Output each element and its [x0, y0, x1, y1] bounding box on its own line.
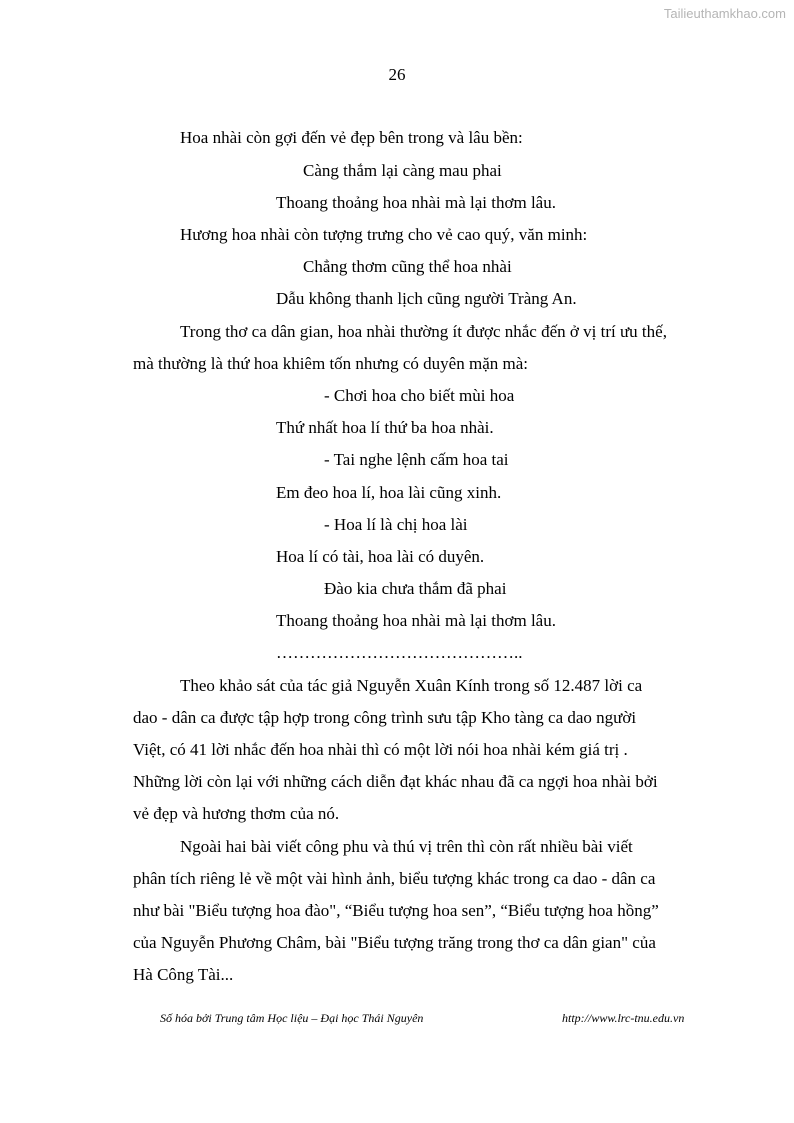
body-line: Trong thơ ca dân gian, hoa nhài thường ít được nhắc đến ở vị trí ưu thế, [180, 322, 667, 341]
body-line: vẻ đẹp và hương thơm của nó. [133, 804, 340, 823]
verse-line: Càng thắm lại càng mau phai [303, 161, 502, 180]
verse-line: - Chơi hoa cho biết mùi hoa [324, 386, 515, 405]
footer-url: http://www.lrc-tnu.edu.vn [562, 1011, 685, 1025]
body-line: như bài "Biểu tượng hoa đào", “Biểu tượng hoa sen”, “Biểu tượng hoa hồng” [133, 901, 659, 920]
body-line: phân tích riêng lẻ về một vài hình ảnh, biểu tượng khác trong ca dao - dân ca [133, 869, 656, 888]
verse-line: Thoang thoảng hoa nhài mà lại thơm lâu. [276, 193, 556, 212]
body-line: Ngoài hai bài viết công phu và thú vị trên thì còn rất nhiều bài viết [180, 837, 633, 856]
body-line: Những lời còn lại với những cách diễn đạt khác nhau đã ca ngợi hoa nhài bởi [133, 772, 658, 791]
footer-source: Số hóa bởi Trung tâm Học liệu – Đại học Thái Nguyên [160, 1011, 424, 1025]
verse-line: Thoang thoảng hoa nhài mà lại thơm lâu. [276, 611, 556, 630]
verse-line: Chẳng thơm cũng thể hoa nhài [303, 257, 512, 276]
body-line: của Nguyễn Phương Châm, bài "Biểu tượng trăng trong thơ ca dân gian" của [133, 933, 656, 952]
verse-line: Hoa lí có tài, hoa lài có duyên. [276, 547, 485, 566]
body-line: dao - dân ca được tập hợp trong công trình sưu tập Kho tàng ca dao người [133, 708, 637, 727]
verse-line: Đào kia chưa thắm đã phai [324, 579, 507, 598]
verse-line: - Tai nghe lệnh cấm hoa tai [324, 450, 509, 469]
verse-line: Thứ nhất hoa lí thứ ba hoa nhài. [276, 418, 494, 437]
page-number: 26 [388, 65, 406, 84]
verse-line: Dẫu không thanh lịch cũng người Tràng An. [276, 289, 577, 308]
body-line: Hà Công Tài... [133, 965, 234, 984]
body-line: mà thường là thứ hoa khiêm tốn nhưng có duyên mặn mà: [133, 354, 528, 373]
ellipsis-line: …………………………………….. [276, 643, 523, 662]
body-line: Theo khảo sát của tác giả Nguyễn Xuân Kính trong số 12.487 lời ca [180, 676, 643, 695]
body-line: Hoa nhài còn gợi đến vẻ đẹp bên trong và lâu bền: [180, 128, 523, 147]
body-line: Hương hoa nhài còn tượng trưng cho vẻ cao quý, văn minh: [180, 225, 588, 244]
body-line: Việt, có 41 lời nhắc đến hoa nhài thì có một lời nói hoa nhài kém giá trị . [133, 740, 628, 759]
verse-line: - Hoa lí là chị hoa lài [324, 515, 468, 534]
verse-line: Em đeo hoa lí, hoa lài cũng xinh. [276, 483, 502, 502]
watermark-text: Tailieuthamkhao.com [663, 6, 786, 21]
